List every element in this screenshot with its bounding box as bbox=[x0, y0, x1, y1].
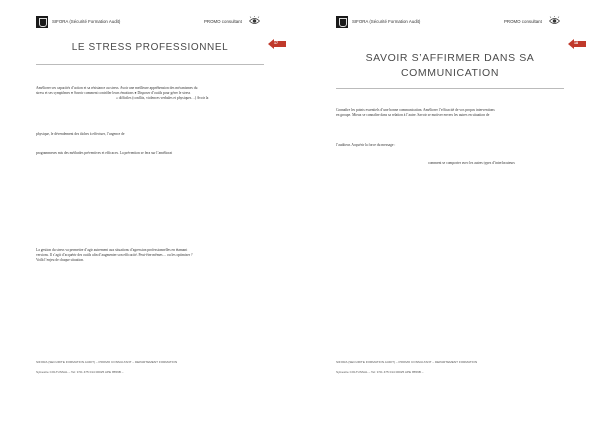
page-header bbox=[336, 16, 564, 30]
page-number: 18 bbox=[574, 41, 578, 45]
title-line: COMMUNICATION bbox=[400, 67, 499, 79]
footer-line: SIFORA (SECURITE FORMATION AUDIT) – PROMO CONSULTANT – DEPARTEMENT FORMATION bbox=[336, 360, 478, 364]
text-line: Améliorer ses capacités d’action et sa résistance au stress. Avoir une meilleure appréhension des mécanismes du bbox=[36, 86, 198, 90]
header-company: SIFORA (Sécurité Formation Audit) bbox=[52, 19, 121, 24]
page-header bbox=[36, 16, 264, 30]
paragraph: l’auditeur. Acquérir la force du message : bbox=[336, 143, 396, 147]
footer-line: SIFORA (SECURITE FORMATION AUDIT) – PROMO CONSULTANT – DEPARTEMENT FORMATION bbox=[36, 360, 178, 364]
text-line: La gestion du stress va permettre d’agir autrement aux situations d’agression professionnelles en étamant bbox=[36, 248, 188, 252]
paragraph: comment se comporter avec les autres types d’interlocuteurs bbox=[428, 161, 515, 165]
paragraph: physique, le dévendement des tâches à effectuer, l’urgence de bbox=[36, 132, 125, 136]
text-line bbox=[36, 96, 264, 101]
header-company: SIFORA (Sécurité Formation Audit) bbox=[352, 19, 421, 24]
title-line: SAVOIR S’AFFIRMER DANS SA bbox=[365, 52, 535, 64]
title-divider bbox=[336, 88, 564, 89]
page-number-badge bbox=[268, 39, 286, 49]
header-promo: PROMO consultant bbox=[504, 19, 542, 24]
right-page bbox=[300, 0, 600, 424]
text-fragment: « difficiles (conflits, violences verbales et physiques…) bbox=[116, 96, 197, 101]
page-title: LE STRESS PROFESSIONNEL bbox=[71, 42, 229, 53]
eye-icon bbox=[249, 16, 260, 26]
footer-line: Sylvestre COLTUSSAL – Tel: 9 51 475 014 00025 APE 8559B – bbox=[336, 370, 424, 374]
footer-line: Sylvestre COLTUSSAL – Tel: 9 51 475 014 00025 APE 8559B – bbox=[36, 370, 124, 374]
text-line: versions. Il s’agit d’acquérir des outils afin d’augmenter son efficacité. Peut-être mêmes… ou les optimiser ? bbox=[36, 253, 193, 258]
page-title bbox=[336, 51, 564, 81]
text-line: stress et ses symptômes ● Savoir comment contrôler leurs émotions ● Disposer d’outils pour gérer le stress bbox=[36, 91, 191, 96]
text-line: Voilà l’enjeu de chaque situation. bbox=[36, 258, 84, 263]
eye-icon bbox=[549, 16, 560, 26]
text-fragment: Avoir la bbox=[196, 96, 209, 101]
header-promo: PROMO consultant bbox=[204, 19, 242, 24]
page-number: 17 bbox=[274, 41, 278, 45]
title-divider bbox=[36, 64, 264, 65]
paragraph-conclusion bbox=[36, 248, 264, 264]
paragraph-intro bbox=[36, 86, 264, 102]
shield-logo-icon bbox=[36, 16, 48, 28]
text-line: en groupe. Mieux se connaître dans sa relation à l’autre. Savoir se motiver envers les autres en situation de bbox=[336, 113, 490, 118]
paragraph-intro bbox=[336, 108, 564, 118]
shield-logo-icon bbox=[336, 16, 348, 28]
paragraph: programmeses mis des méthodes préventives et efficaces. La prévention se fera sur l’améliorat bbox=[36, 151, 173, 155]
page-number-badge bbox=[568, 39, 586, 49]
text-line: Connaître les points essentiels d’une bonne communication. Améliorer l’efficacité de vos propos interventions bbox=[336, 108, 495, 112]
